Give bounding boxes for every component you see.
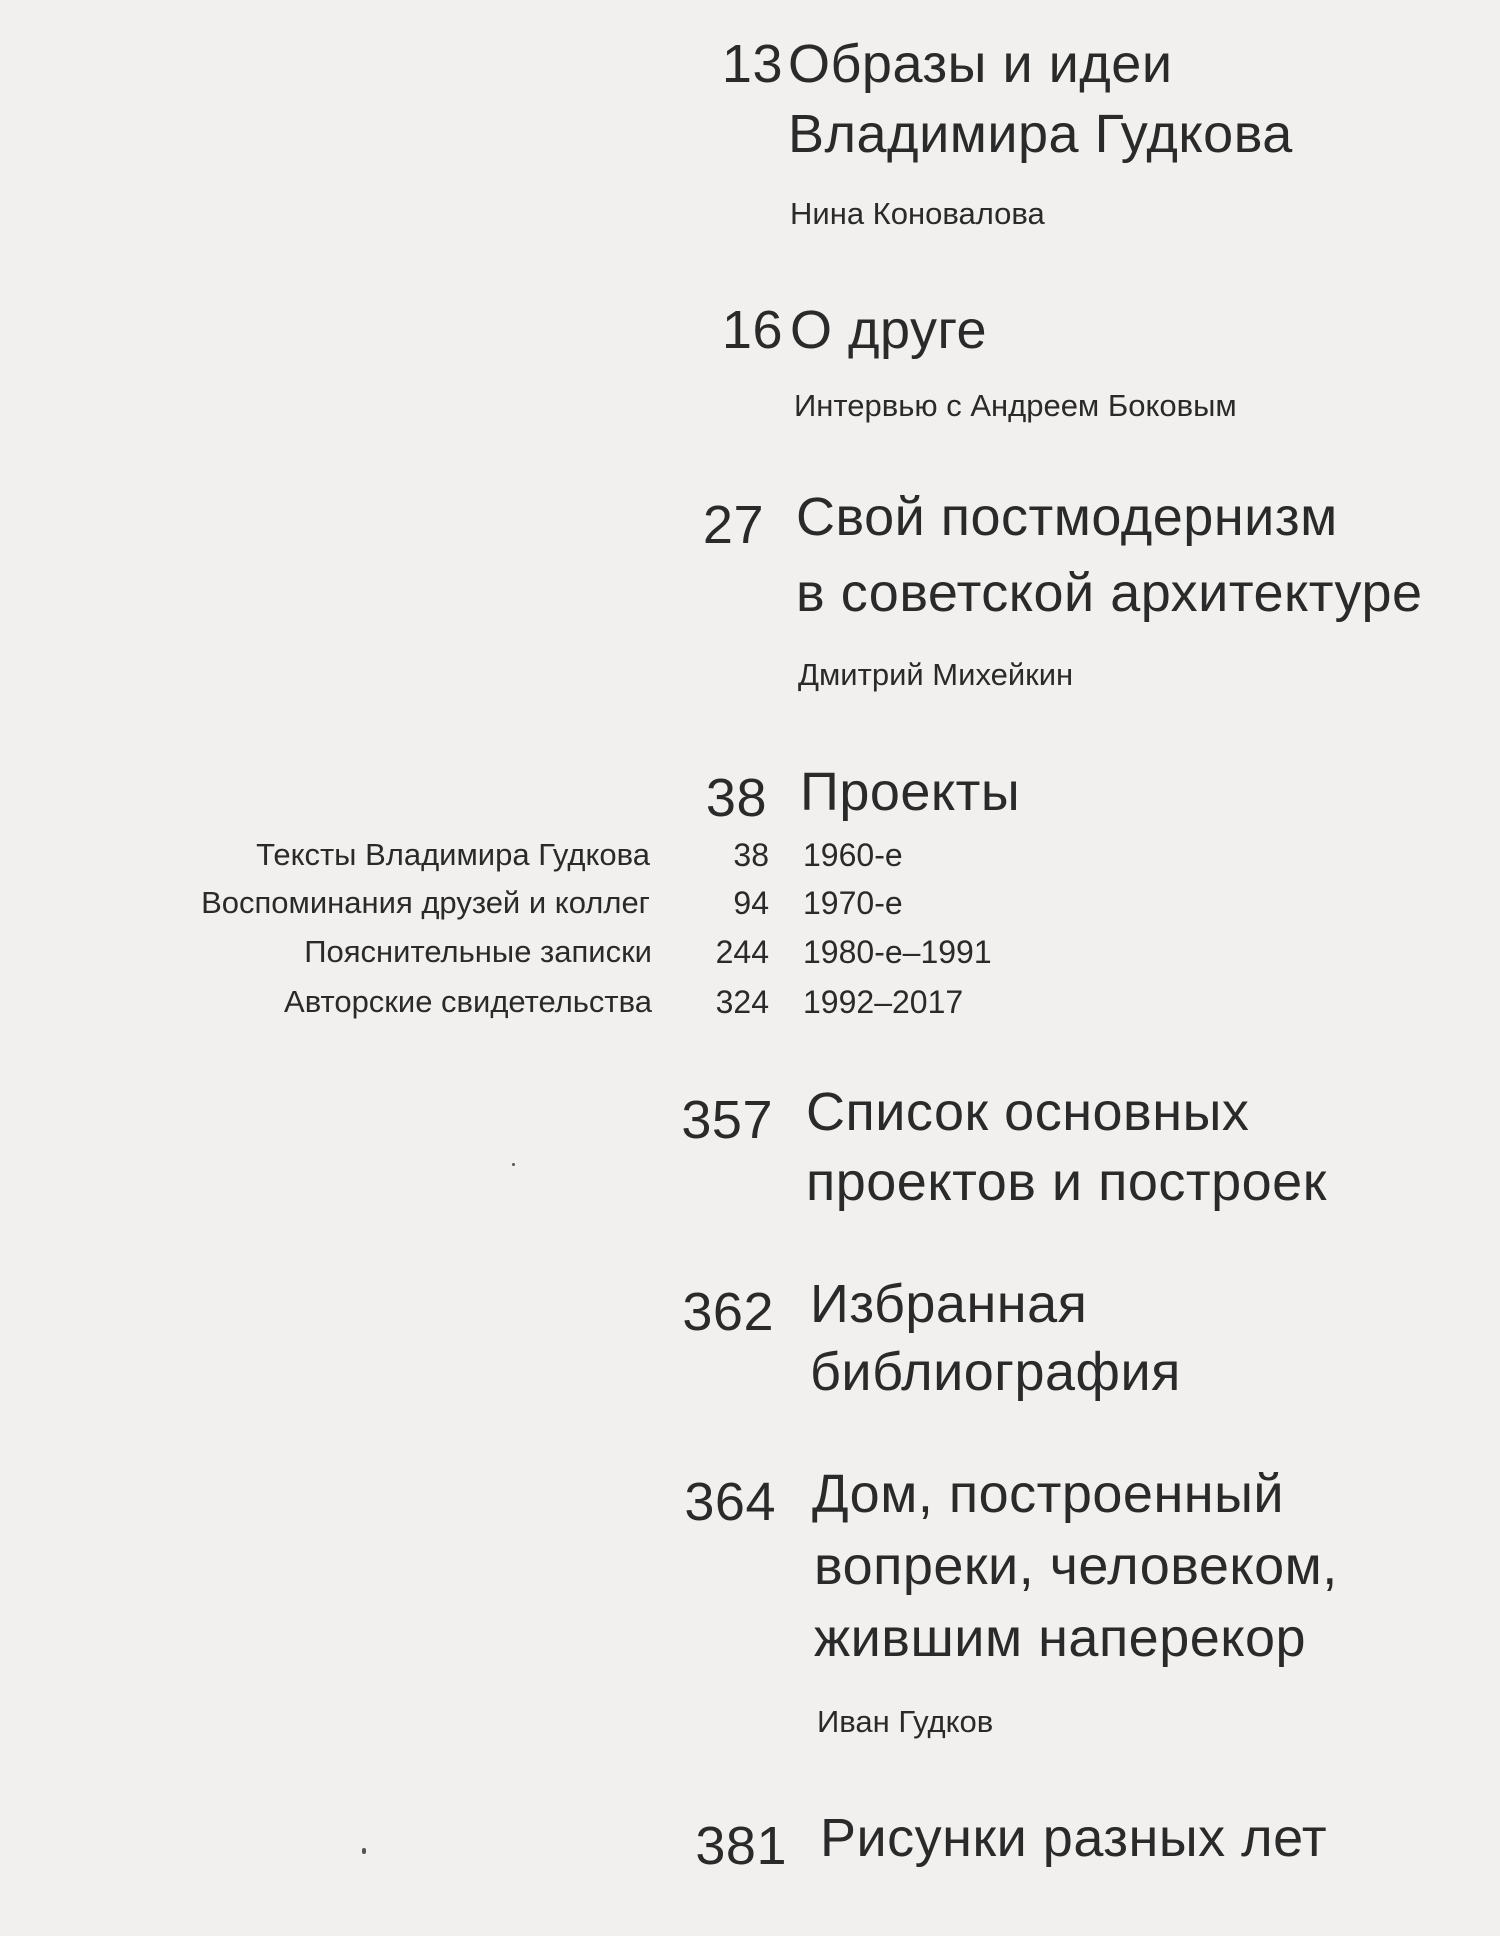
toc-title-line: Рисунки разных лет <box>820 1808 1328 1868</box>
side-section-label: Тексты Владимира Гудкова <box>256 837 650 872</box>
toc-page-number: 13 <box>721 34 783 94</box>
side-section-label: Пояснительные записки <box>304 934 652 969</box>
toc-title-line: жившим наперекор <box>814 1608 1307 1668</box>
toc-author: Дмитрий Михейкин <box>798 657 1074 692</box>
toc-page-number: 38 <box>705 768 767 828</box>
toc-title-line: проектов и построек <box>806 1152 1327 1212</box>
toc-title-line: вопреки, человеком, <box>814 1536 1338 1596</box>
subsection-page-number: 324 <box>715 984 769 1020</box>
toc-page-number: 364 <box>684 1472 776 1532</box>
toc-title-line: О друге <box>790 300 987 360</box>
subsection-title: 1960-е <box>803 837 903 873</box>
projects-subsection-row <box>0 879 1500 927</box>
toc-title-line: Проекты <box>800 762 1021 822</box>
subsection-page-number: 38 <box>733 837 769 873</box>
toc-title-line: Владимира Гудкова <box>788 104 1293 164</box>
projects-subsection-row <box>0 831 1500 879</box>
toc-page-number: 357 <box>681 1090 773 1150</box>
toc-page-number: 27 <box>702 495 764 555</box>
toc-title-line: Список основных <box>806 1082 1250 1142</box>
projects-subsection-row <box>0 978 1500 1026</box>
toc-title-line: Дом, построенный <box>812 1464 1285 1524</box>
print-speck <box>362 1848 366 1854</box>
toc-title-line: библиография <box>810 1342 1181 1402</box>
toc-title-line: в советской архитектуре <box>796 563 1423 623</box>
toc-title-line: Избранная <box>810 1274 1088 1334</box>
toc-author: Иван Гудков <box>817 1704 994 1739</box>
toc-author: Нина Коновалова <box>790 196 1045 231</box>
side-section-label: Авторские свидетельства <box>284 984 652 1019</box>
subsection-page-number: 94 <box>733 885 769 921</box>
subsection-title: 1992–2017 <box>803 984 964 1020</box>
subsection-title: 1980-е–1991 <box>803 934 992 970</box>
toc-page-number: 16 <box>721 300 783 360</box>
toc-title-line: Свой постмодернизм <box>796 487 1338 547</box>
toc-page-number: 381 <box>695 1816 787 1876</box>
projects-subsection-row <box>0 928 1500 976</box>
toc-page-number: 362 <box>682 1282 774 1342</box>
toc-title-line: Образы и идеи <box>788 34 1173 94</box>
toc-author: Интервью с Андреем Боковым <box>794 388 1237 423</box>
print-speck <box>512 1163 515 1166</box>
side-section-label: Воспоминания друзей и коллег <box>201 885 650 920</box>
subsection-page-number: 244 <box>715 934 769 970</box>
subsection-title: 1970-е <box>803 885 903 921</box>
